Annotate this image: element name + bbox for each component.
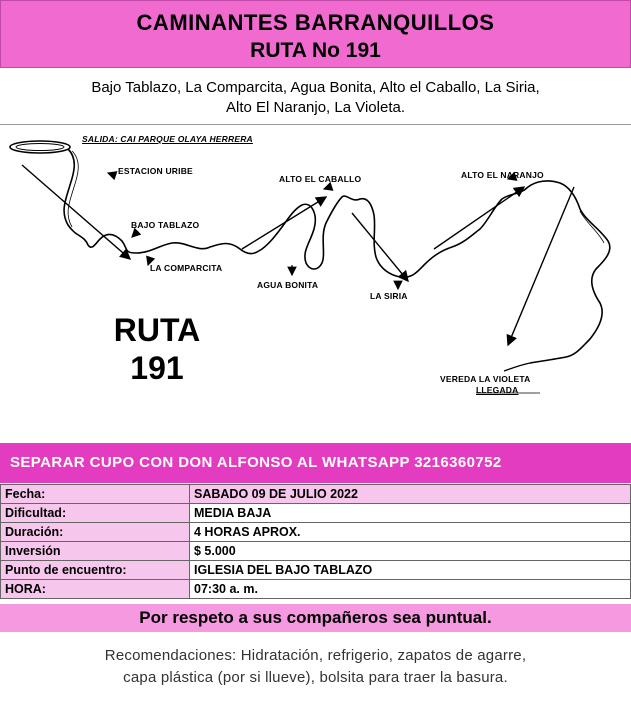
info-value: IGLESIA DEL BAJO TABLAZO (190, 561, 631, 580)
ruta-number-label (92, 311, 222, 387)
table-row (1, 523, 631, 542)
recommendations (0, 645, 631, 689)
label-llegada: LLEGADA (476, 385, 519, 395)
table-row (1, 580, 631, 599)
info-key: HORA: (1, 580, 190, 599)
info-key: Punto de encuentro: (1, 561, 190, 580)
places-line-2: Alto El Naranjo, La Violeta. (226, 99, 405, 116)
info-value: 07:30 a. m. (190, 580, 631, 599)
start-label: SALIDA: CAI PARQUE OLAYA HERRERA (82, 134, 253, 144)
label-alto-caballo: ALTO EL CABALLO (279, 174, 362, 184)
punctuality-note: Por respeto a sus compañeros sea puntual. (0, 604, 631, 632)
info-value: $ 5.000 (190, 542, 631, 561)
recommendations-line-1: Recomendaciones: Hidratación, refrigerio, zapatos de agarre, (104, 647, 527, 664)
places-list (0, 72, 631, 122)
label-agua-bonita: AGUA BONITA (257, 280, 319, 290)
info-key: Duración: (1, 523, 190, 542)
info-value: SABADO 09 DE JULIO 2022 (190, 485, 631, 504)
label-la-comparcita: LA COMPARCITA (150, 263, 223, 273)
label-alto-naranjo: ALTO EL NARANJO (461, 170, 544, 180)
whatsapp-banner: SEPARAR CUPO CON DON ALFONSO AL WHATSAPP 3216360752 (0, 443, 631, 483)
route-map (0, 124, 631, 440)
table-row (1, 542, 631, 561)
table-row (1, 561, 631, 580)
title: CAMINANTES BARRANQUILLOS (136, 10, 495, 35)
direction-arrow (508, 187, 574, 345)
ruta-word: RUTA (113, 312, 201, 348)
direction-arrow (242, 197, 326, 249)
info-value: MEDIA BAJA (190, 504, 631, 523)
ruta-number: 191 (130, 350, 184, 386)
label-vereda-violeta: VEREDA LA VIOLETA (440, 374, 531, 384)
info-key: Fecha: (1, 485, 190, 504)
header (0, 0, 631, 68)
recommendations-line-2: capa plástica (por si llueve), bolsita para traer la basura. (123, 669, 508, 686)
route-subtitle: RUTA No 191 (250, 39, 381, 62)
info-key: Inversión (1, 542, 190, 561)
table-row (1, 504, 631, 523)
direction-arrow (352, 213, 408, 281)
info-table (0, 484, 631, 599)
direction-arrow (434, 187, 524, 249)
label-estacion-uribe: ESTACION URIBE (118, 166, 193, 176)
places-line-1: Bajo Tablazo, La Comparcita, Agua Bonita, Alto el Caballo, La Siria, (91, 79, 540, 96)
info-key: Dificultad: (1, 504, 190, 523)
table-row (1, 485, 631, 504)
start-loop (10, 141, 70, 153)
label-bajo-tablazo: BAJO TABLAZO (131, 220, 200, 230)
label-la-siria: LA SIRIA (370, 291, 408, 301)
info-value: 4 HORAS APROX. (190, 523, 631, 542)
